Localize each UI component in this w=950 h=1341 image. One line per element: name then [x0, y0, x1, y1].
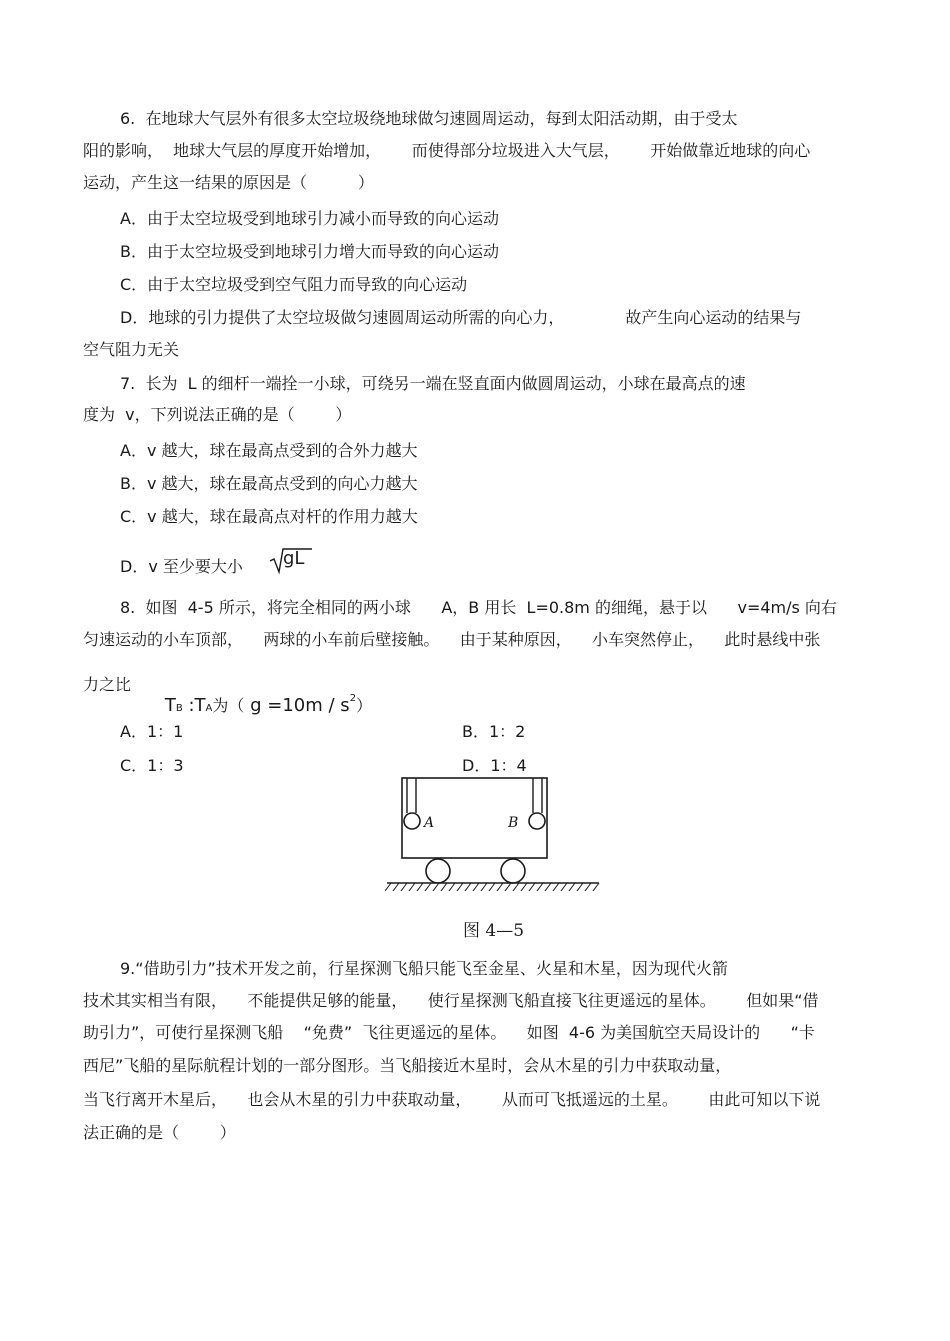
q8-stem-line-3: 力之比 [83, 675, 132, 694]
q9-stem-line-1: 9.“借助引力”技术开发之前，行星探测飞船只能飞至金星、火星和木星，因为现代火箭 [120, 959, 728, 978]
q7-option-c: C．v 越大，球在最高点对杆的作用力越大 [120, 507, 418, 526]
wheel-left [426, 859, 450, 883]
q6-option-d-line-1: D．地球的引力提供了太空垃圾做匀速圆周运动所需的向心力， 故产生向心运动的结果与 [120, 308, 802, 327]
wheel-right [501, 859, 525, 883]
q6-option-b: B．由于太空垃圾受到地球引力增大而导致的向心运动 [120, 242, 499, 261]
q9-stem-line-5: 当飞行离开木星后， 也会从木星的引力中获取动量， 从而可飞抵遥远的土星。 由此可知以下说 [83, 1090, 821, 1109]
q8-option-b: B．1：2 [462, 722, 526, 741]
q6-stem-line-1: 6. 在地球大气层外有很多太空垃圾绕地球做匀速圆周运动，每到太阳活动期，由于受太 [120, 109, 738, 128]
figure-label-a: A [424, 815, 435, 831]
q7-stem-line-2: 度为 v，下列说法正确的是（ ） [83, 405, 352, 424]
ball-b [529, 813, 545, 829]
q6-stem-line-2: 阳的影响， 地球大气层的厚度开始增加， 而使得部分垃圾进入大气层， 开始做靠近地球的向心 [83, 141, 811, 160]
q8-stem-line-1: 8. 如图 4-5 所示，将完全相同的两小球 A，B 用长 L=0.8m 的细绳，悬于以 v=4m/s 向右 [120, 598, 837, 617]
formula-t-b: T [164, 695, 176, 716]
q7-option-a: A．v 越大，球在最高点受到的合外力越大 [120, 441, 418, 460]
q9-stem-line-4: 西尼”飞船的星际航程计划的一部分图形。当飞船接近木星时，会从木星的引力中获取动量， [83, 1056, 732, 1075]
q7-option-d: D．v 至少要大小 [120, 557, 243, 576]
q7-sqrt-expression: gL [283, 548, 305, 569]
figure-label-b: B [508, 815, 519, 831]
q6-option-c: C．由于太空垃圾受到空气阻力而导致的向心运动 [120, 275, 468, 294]
string-a [407, 778, 416, 813]
q9-stem-line-6: 法正确的是（ ） [83, 1123, 236, 1142]
q8-option-d: D．1：4 [462, 756, 527, 775]
q6-option-a: A．由于太空垃圾受到地球引力减小而导致的向心运动 [120, 209, 499, 228]
q7-option-b: B．v 越大，球在最高点受到的向心力越大 [120, 474, 418, 493]
formula-close: ） [356, 696, 373, 715]
q8-option-a: A．1：1 [120, 722, 184, 741]
formula-sub-b: B [175, 703, 183, 714]
string-b [533, 778, 542, 813]
formula-wei: 为（ [212, 696, 245, 715]
q6-option-d-line-2: 空气阻力无关 [83, 340, 180, 359]
formula-colon-t: :T [182, 695, 206, 716]
q6-stem-line-3: 运动，产生这一结果的原因是（ ） [83, 173, 374, 192]
formula-superscript: 2 [349, 693, 357, 704]
ball-a [404, 813, 420, 829]
figure-caption: 图 4—5 [463, 921, 525, 941]
formula-sub-a: A [205, 703, 213, 714]
q9-stem-line-3: 助引力”，可使行星探测飞船 “免费” 飞往更遥远的星体。 如图 4-6 为美国航空天局设计的 “卡 [83, 1023, 815, 1042]
ground-hatching [385, 883, 599, 891]
q9-stem-line-2: 技术其实相当有限， 不能提供足够的能量， 使行星探测飞船直接飞往更遥远的星体。 但如果“借 [83, 991, 819, 1010]
formula-g-value: g =10m / s [244, 695, 350, 716]
cart-figure [385, 775, 605, 895]
q8-option-c: C．1：3 [120, 756, 184, 775]
q7-stem-line-1: 7. 长为 L 的细杆一端拴一小球，可绕另一端在竖直面内做圆周运动，小球在最高点的速 [120, 374, 746, 393]
q8-stem-line-2: 匀速运动的小车顶部， 两球的小车前后壁接触。 由于某种原因， 小车突然停止， 此时悬线中张 [83, 630, 821, 649]
